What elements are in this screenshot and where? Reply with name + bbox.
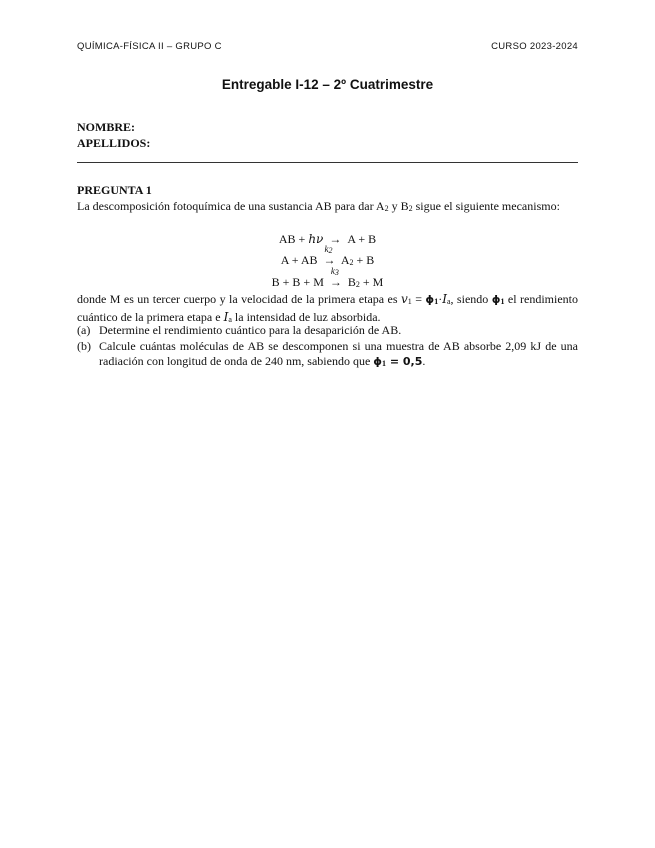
intro-text-2: y B — [388, 199, 409, 213]
question-explanation — [77, 292, 578, 327]
item-b-content — [99, 339, 578, 371]
question-intro — [77, 199, 578, 217]
header-academic-year: CURSO 2023-2024 — [491, 41, 578, 52]
question-item-a — [77, 323, 578, 338]
expl-I: I — [442, 292, 447, 306]
eq3-k-sub: 3 — [334, 268, 339, 277]
eq2-left: A + AB — [280, 253, 318, 267]
expl-dot: · — [438, 292, 443, 306]
expl-v: v — [400, 292, 408, 306]
expl-phi-2: ϕ — [491, 293, 501, 306]
expl-phi-2-sub: 1 — [500, 297, 505, 306]
expl-text-2: , siendo — [450, 292, 492, 306]
item-b-label: (b) — [77, 339, 91, 353]
expl-phi: ϕ — [425, 293, 435, 306]
equation-3 — [77, 266, 578, 290]
eq3-rate-constant — [331, 266, 339, 277]
expl-text-1: donde M es un tercer cuerpo y la velocidad de la primera etapa es — [77, 292, 401, 306]
eq2-k-sub: 2 — [328, 246, 333, 255]
item-b-value: = 0,5 — [386, 355, 423, 368]
eq2-right-a: A — [340, 253, 350, 267]
expl-I-sub: a — [446, 297, 451, 306]
item-a-label: (a) — [77, 323, 91, 337]
eq2-rate-constant — [324, 244, 332, 255]
item-b-end: . — [422, 354, 426, 368]
eq3-left: B + B + M — [271, 275, 324, 289]
item-a-text: Determine el rendimiento cuántico para la desaparición de AB. — [99, 323, 402, 337]
eq1-left: AB + — [278, 232, 309, 246]
expl-phi-sub: 1 — [434, 297, 439, 306]
eq3-right-sub: 2 — [355, 280, 360, 289]
intro-sub-1: 2 — [384, 204, 389, 213]
item-b-phi-sub: 1 — [382, 359, 387, 368]
item-b-text: Calcule cuántas moléculas de AB se descomponen si una muestra de AB absorbe 2,09 kJ de una radiación con longitud de onda de 240 nm, sabiendo que — [99, 339, 578, 368]
question-title: PREGUNTA 1 — [77, 183, 152, 197]
separator-line — [77, 162, 578, 163]
expl-eq-sign: = — [411, 292, 426, 306]
expl-I-2-sub: a — [228, 314, 232, 324]
eq3-right-b: + M — [359, 275, 384, 289]
reaction-arrow-icon: → — [329, 232, 342, 246]
expl-I-2: I — [223, 309, 229, 324]
intro-sub-2: 2 — [408, 204, 413, 213]
eq3-right-a: B — [347, 275, 356, 289]
intro-text-1: La descomposición fotoquímica de una sustancia AB para dar A — [77, 199, 385, 213]
reaction-arrow-icon: → k3 — [329, 266, 342, 289]
eq1-photon: hν — [308, 232, 324, 246]
reaction-arrow-icon: → k2 — [323, 244, 336, 267]
expl-text-3: el rendimiento cuántico de la primera etapa e — [77, 292, 579, 324]
eq3-k: k — [330, 266, 335, 276]
eq2-k: k — [324, 244, 329, 254]
item-b-phi: ϕ — [373, 355, 383, 368]
intro-text-3: sigue el siguiente mecanismo: — [412, 199, 560, 213]
eq1-right: A + B — [347, 232, 377, 246]
question-item-b — [77, 339, 578, 371]
eq2-right-b: + B — [353, 253, 375, 267]
expl-text-4: la intensidad de luz absorbida. — [231, 309, 381, 324]
nombre-label: NOMBRE: — [77, 120, 135, 134]
header-course-group: QUÍMICA-FÍSICA II – GRUPO C — [77, 41, 222, 52]
document-title: Entregable I-12 – 2º Cuatrimestre — [221, 77, 434, 92]
apellidos-label: APELLIDOS: — [77, 136, 151, 150]
expl-v-sub: 1 — [407, 297, 412, 306]
eq2-right-sub: 2 — [349, 258, 354, 267]
equation-2 — [77, 244, 578, 268]
